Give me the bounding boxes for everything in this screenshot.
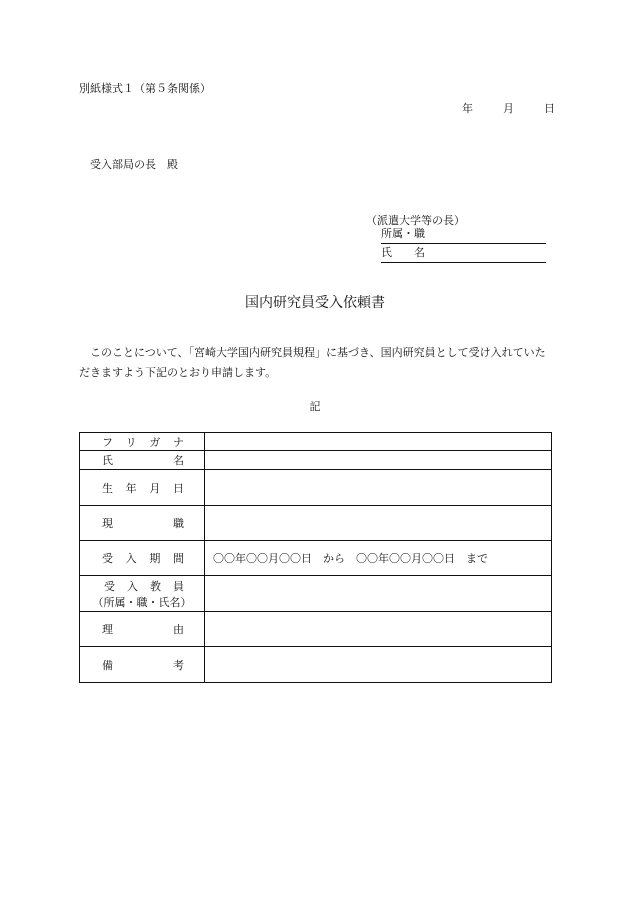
label-char: 月: [149, 481, 161, 495]
sender-title: （派遣大学等の長）: [366, 214, 465, 227]
sender-name-label: 氏 名: [381, 246, 425, 259]
sender-affiliation-line: [381, 227, 546, 244]
birthdate-label-cell: [80, 470, 205, 506]
sender-affiliation-label: 所属・職: [381, 227, 425, 240]
furigana-label: [80, 434, 204, 450]
date-line: [462, 100, 555, 116]
table-row-position: [80, 506, 552, 541]
label-char: 現: [102, 517, 113, 530]
table-row-name: [80, 451, 552, 470]
body-text: このことについて、「宮崎大学国内研究員規程」に基づき、国内研究員として受け入れていただきますよう下記のとおり申請します。: [79, 346, 546, 379]
position-label: [80, 515, 204, 531]
birthdate-value-cell: [205, 470, 552, 506]
label-char: 教: [150, 579, 161, 593]
remarks-value-cell: [205, 647, 552, 683]
label-char: 間: [172, 552, 184, 565]
label-char: 受: [102, 552, 113, 565]
furigana-label-cell: [80, 433, 205, 451]
position-label-cell: [80, 506, 205, 541]
addressee: 受入部局の長 殿: [90, 158, 178, 171]
label-char: 由: [173, 623, 184, 636]
label-char: ガ: [149, 435, 161, 449]
birthdate-label: [80, 480, 204, 496]
sender-name-line: [381, 246, 546, 263]
teacher-label-cell: [80, 576, 205, 612]
info-table: [79, 432, 552, 683]
teacher-sub-label: （所属・職・氏名）: [92, 595, 192, 609]
remarks-label: [80, 657, 204, 673]
label-char: 受: [104, 579, 115, 593]
label-char: 期: [149, 552, 161, 565]
teacher-value-cell: [205, 576, 552, 612]
table-row-teacher: [80, 576, 552, 612]
label-char: 考: [173, 658, 184, 672]
period-label-cell: [80, 541, 205, 576]
document-title: 国内研究員受入依頼書: [245, 295, 385, 311]
date-day: 日: [544, 102, 555, 115]
position-value-cell: [205, 506, 552, 541]
reason-label-cell: [80, 612, 205, 647]
label-char: フ: [102, 435, 113, 449]
label-char: 年: [125, 481, 137, 495]
label-char: リ: [125, 435, 137, 449]
label-char: 職: [173, 517, 184, 530]
label-char: 入: [125, 552, 137, 565]
remarks-label-cell: [80, 647, 205, 683]
label-char: 氏: [102, 454, 113, 467]
furigana-value-cell: [205, 433, 552, 451]
label-char: 名: [173, 454, 184, 467]
date-year: 年: [462, 102, 473, 115]
period-label: [80, 550, 204, 566]
name-value-cell: [205, 451, 552, 470]
table-row-reason: [80, 612, 552, 647]
name-label-cell: [80, 451, 205, 470]
label-char: 日: [172, 481, 184, 495]
date-month: 月: [503, 102, 514, 115]
reason-value-cell: [205, 612, 552, 647]
ki-marker: 記: [309, 400, 321, 413]
label-char: 員: [173, 579, 184, 593]
name-label: [80, 452, 204, 468]
label-char: 備: [102, 658, 113, 672]
label-char: ナ: [172, 435, 184, 449]
teacher-label: [80, 578, 204, 594]
period-value-cell: [205, 541, 552, 576]
table-row-remarks: [80, 647, 552, 683]
table-row-birthdate: [80, 470, 552, 506]
form-reference: 別紙様式１（第５条関係）: [79, 82, 211, 95]
label-char: 理: [102, 623, 113, 636]
period-value: 〇〇年〇〇月〇〇日 から 〇〇年〇〇月〇〇日 まで: [213, 552, 488, 565]
table-row-furigana: [80, 433, 552, 451]
label-char: 入: [127, 579, 138, 593]
table-row-period: [80, 541, 552, 576]
reason-label: [80, 621, 204, 637]
label-char: 生: [102, 481, 113, 495]
